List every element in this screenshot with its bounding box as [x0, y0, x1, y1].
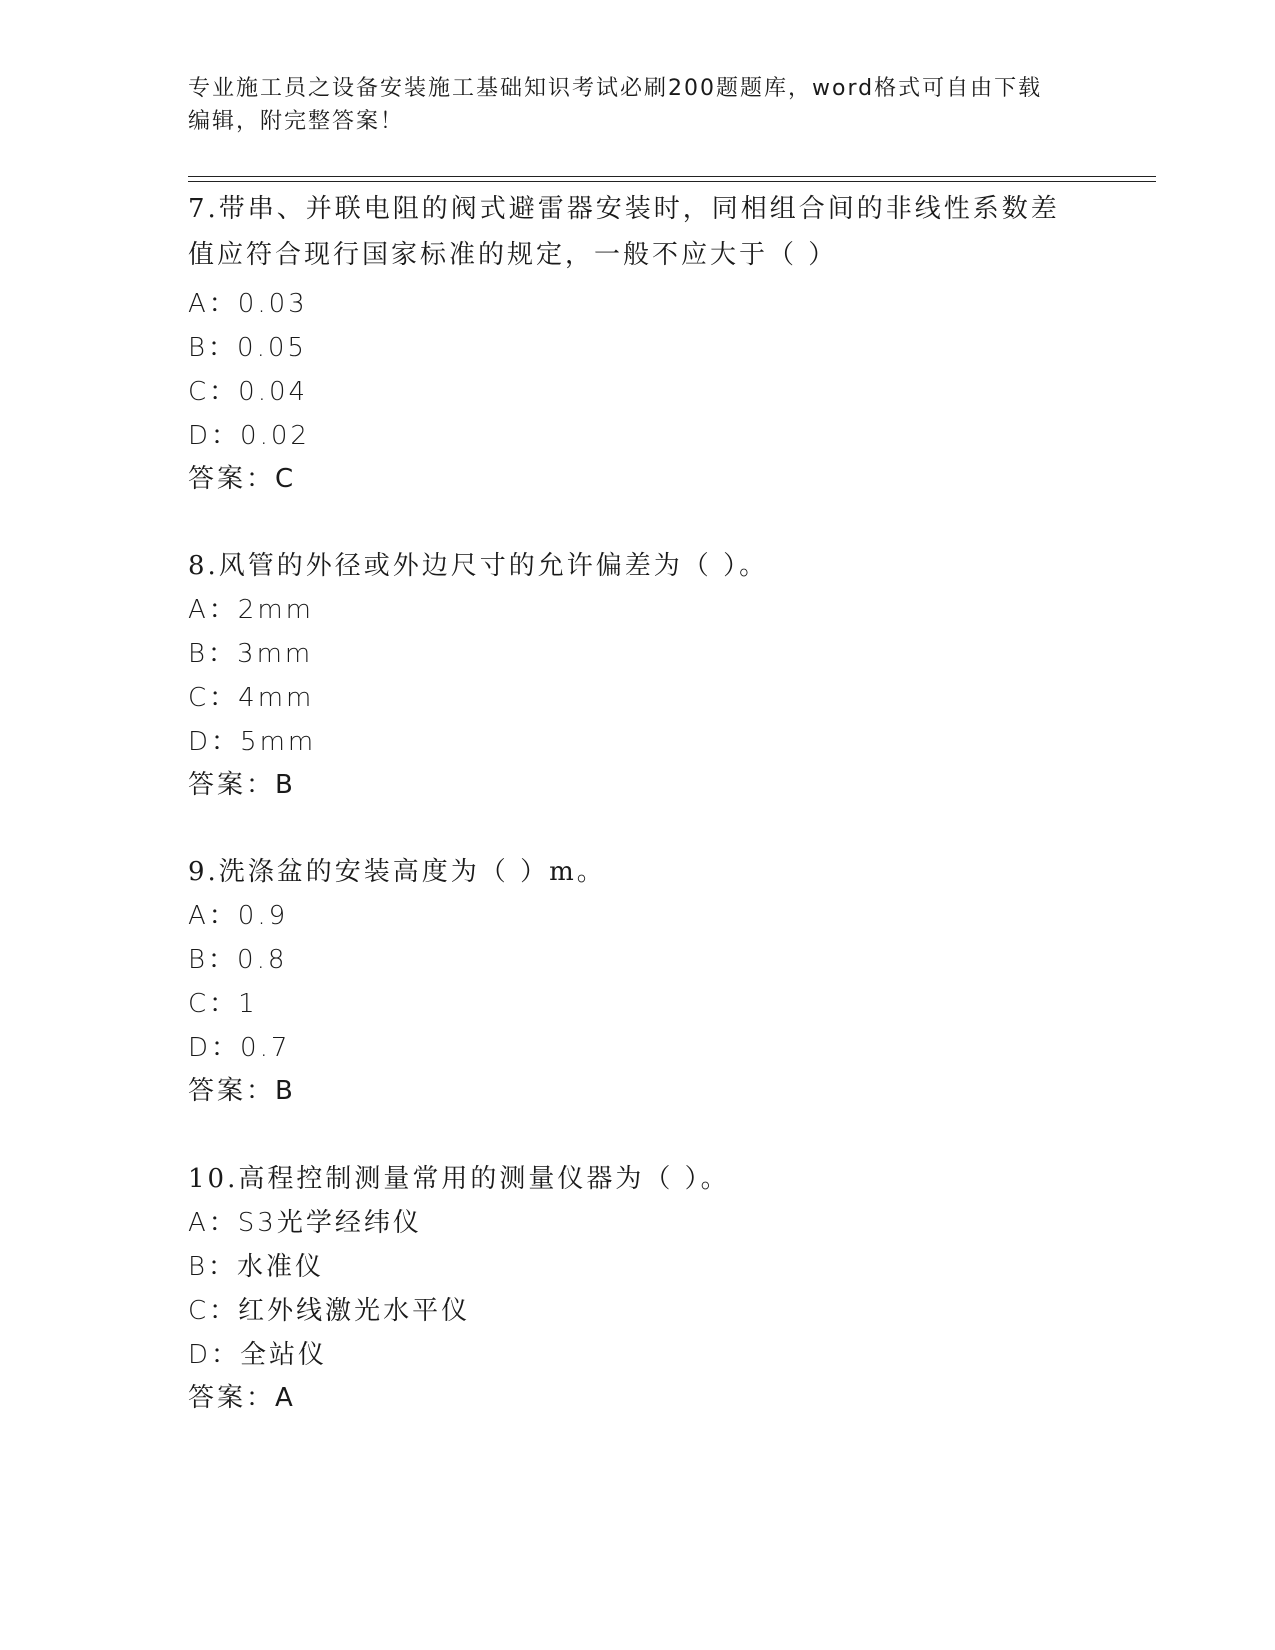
answer-line: 答案：A	[188, 1383, 296, 1413]
question-stem: 8.风管的外径或外边尺寸的允许偏差为（ ）。	[188, 551, 769, 581]
header-divider-top	[188, 176, 1156, 177]
header-line-2: 编辑，附完整答案！	[188, 109, 405, 134]
option-c: C：4mm	[188, 683, 315, 713]
question-stem-line-1: 7.带串、并联电阻的阀式避雷器安装时，同相组合间的非线性系数差	[188, 194, 1060, 224]
option-c: C：红外线激光水平仪	[188, 1296, 471, 1326]
document-header	[188, 72, 1088, 138]
header-divider-bottom	[188, 181, 1156, 182]
question-stem	[188, 186, 1088, 278]
answer-line: 答案：B	[188, 770, 296, 800]
option-b: B：3mm	[188, 639, 314, 669]
option-d: D：5mm	[188, 727, 317, 757]
option-b: B：0.8	[188, 945, 288, 975]
option-c: C：1	[188, 989, 258, 1019]
header-line-1: 专业施工员之设备安装施工基础知识考试必刷200题题库，word格式可自由下载	[188, 76, 1043, 101]
option-c: C：0.04	[188, 377, 309, 407]
question-stem: 9.洗涤盆的安装高度为（ ）m。	[188, 857, 606, 887]
option-d: D：全站仪	[188, 1340, 328, 1370]
option-a: A：S3光学经纬仪	[188, 1208, 422, 1238]
option-a: A：2mm	[188, 595, 314, 625]
option-d: D：0.7	[188, 1033, 291, 1063]
option-b: B：水准仪	[188, 1252, 325, 1282]
answer-line: 答案：C	[188, 464, 297, 494]
option-d: D：0.02	[188, 421, 310, 451]
question-stem-line-2: 值应符合现行国家标准的规定，一般不应大于（ ）	[188, 240, 838, 270]
option-a: A：0.9	[188, 901, 289, 931]
answer-line: 答案：B	[188, 1076, 296, 1106]
question-stem: 10.高程控制测量常用的测量仪器为（ ）。	[188, 1164, 730, 1194]
option-b: B：0.05	[188, 333, 307, 363]
option-a: A：0.03	[188, 289, 308, 319]
